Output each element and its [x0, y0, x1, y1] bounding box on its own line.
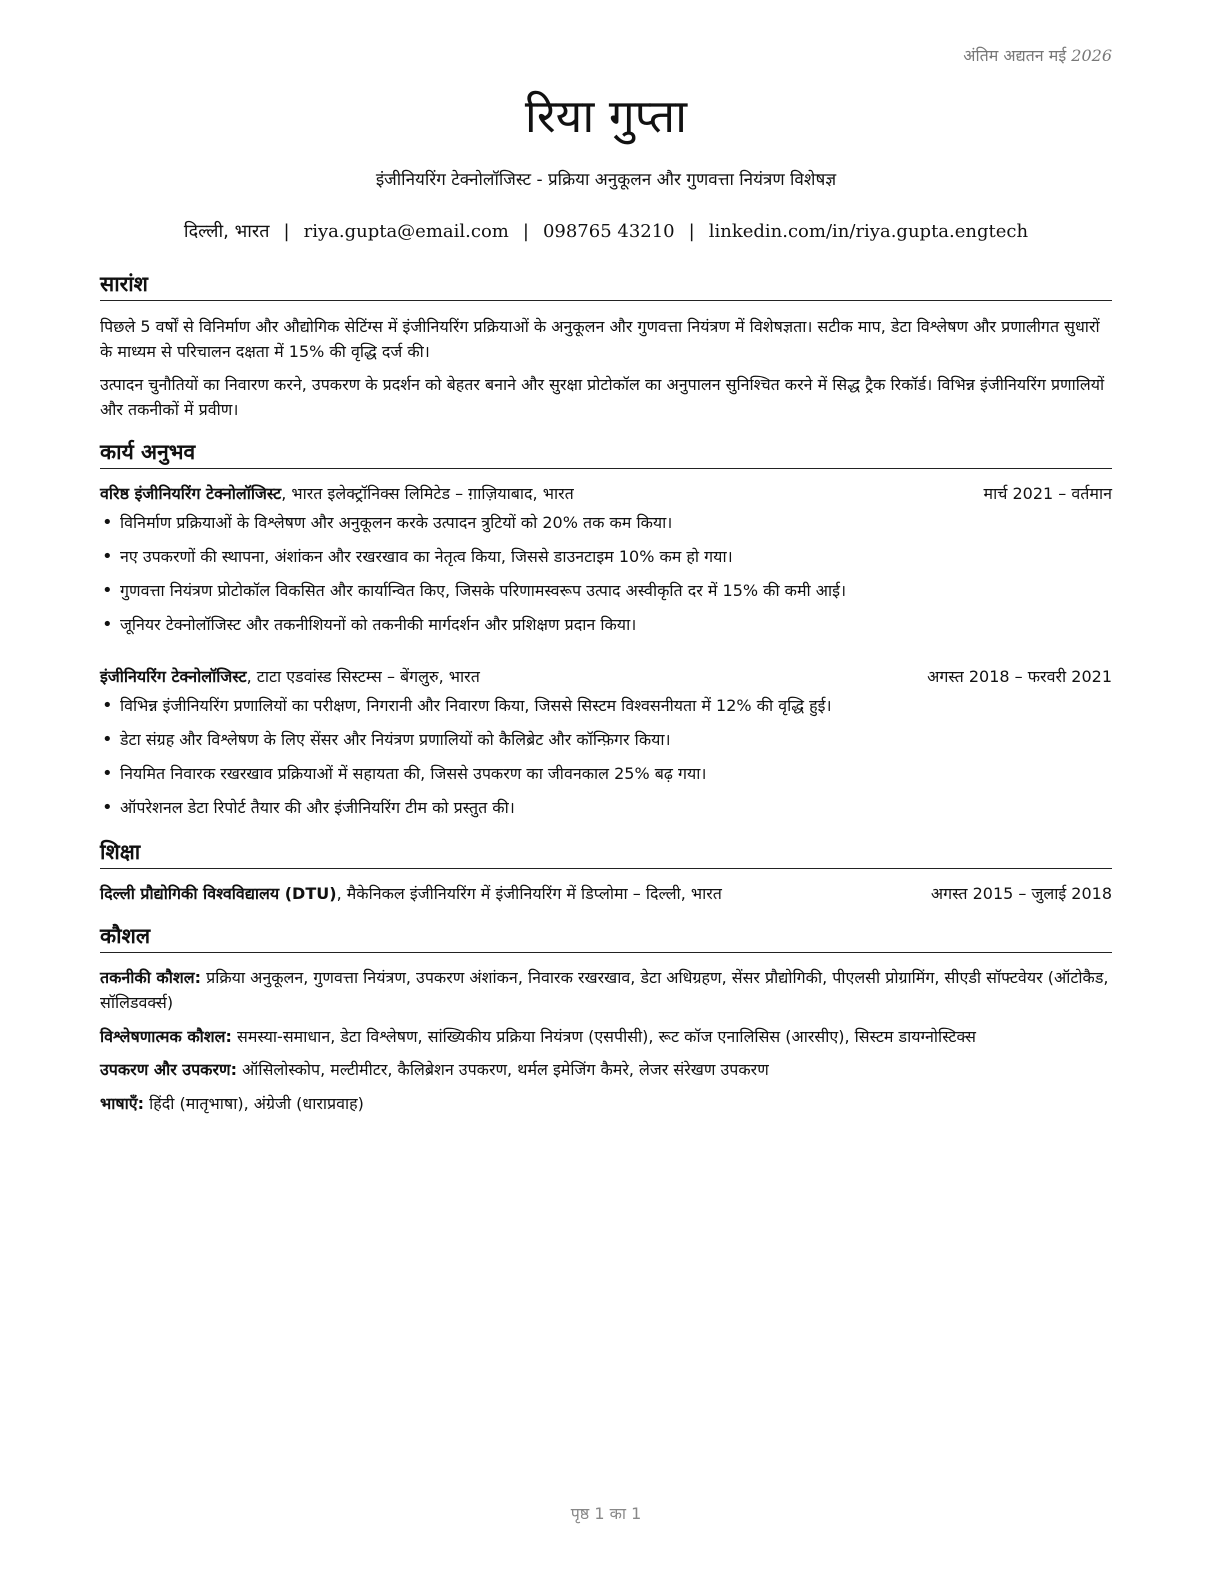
- page-number: पृष्ठ 1 का 1: [570, 1504, 642, 1523]
- skill-value: हिंदी (मातृभाषा), अंग्रेजी (धाराप्रवाह): [144, 1094, 364, 1113]
- job-bullets: [100, 510, 1112, 646]
- job-title: इंजीनियरिंग टेक्नोलॉजिस्ट: [100, 667, 247, 686]
- skill-label: उपकरण और उपकरण:: [100, 1060, 237, 1079]
- education-dates: अगस्त 2015 – जुलाई 2018: [930, 884, 1112, 903]
- skill-label: विश्लेषणात्मक कौशल:: [100, 1027, 232, 1046]
- bullet-item: • ऑपरेशनल डेटा रिपोर्ट तैयार की और इंजीनियरिंग टीम को प्रस्तुत की।: [100, 795, 1112, 829]
- skill-value: ऑसिलोस्कोप, मल्टीमीटर, कैलिब्रेशन उपकरण, थर्मल इमेजिंग कैमरे, लेजर संरेखण उपकरण: [236, 1060, 769, 1079]
- job-bullets: [100, 693, 1112, 829]
- job-dates: अगस्त 2018 – फरवरी 2021: [927, 667, 1112, 686]
- bullet-item: • डेटा संग्रह और विश्लेषण के लिए सेंसर और नियंत्रण प्रणालियों को कैलिब्रेट और कॉन्फ़िगर किया।: [100, 727, 1112, 761]
- summary-paragraph: पिछले 5 वर्षों से विनिर्माण और औद्योगिक सेटिंग्स में इंजीनियरिंग प्रक्रियाओं के अनुकूलन और गुणवत्ता नियंत्रण में विशेषज्ञता। सटीक माप, डेटा विश्लेषण और प्रणालीगत सुधारों के माध्यम से परिचालन दक्षता में 15% की वृद्धि दर्ज की।: [100, 317, 1100, 361]
- job-dates: मार्च 2021 – वर्तमान: [983, 484, 1112, 503]
- contact-email[interactable]: riya.gupta@email.com: [303, 221, 509, 242]
- contact-line: [100, 219, 1112, 243]
- professional-title: इंजीनियरिंग टेक्नोलॉजिस्ट - प्रक्रिया अनुकूलन और गुणवत्ता नियंत्रण विशेषज्ञ: [375, 170, 837, 190]
- candidate-name: रिया गुप्ता: [524, 89, 688, 143]
- job-organization: , भारत इलेक्ट्रॉनिक्स लिमिटेड – ग़ाज़ियाबाद, भारत: [281, 484, 574, 503]
- skill-line: [100, 1091, 1112, 1116]
- bullet-item: • गुणवत्ता नियंत्रण प्रोटोकॉल विकसित और कार्यान्वित किए, जिसके परिणामस्वरूप उत्पाद अस्वीकृति दर में 15% की कमी आई।: [100, 578, 1112, 612]
- contact-phone: 098765 43210: [542, 221, 675, 242]
- bullet-item: • नियमित निवारक रखरखाव प्रक्रियाओं में सहायता की, जिससे उपकरण का जीवनकाल 25% बढ़ गया।: [100, 761, 1112, 795]
- skill-line: [100, 1024, 1112, 1049]
- skill-label: भाषाएँ:: [100, 1094, 145, 1113]
- skill-line: [100, 965, 1112, 1015]
- section-heading-experience: कार्य अनुभव: [100, 438, 1112, 469]
- last-updated: [963, 44, 1112, 66]
- summary-paragraph: उत्पादन चुनौतियों का निवारण करने, उपकरण के प्रदर्शन को बेहतर बनाने और सुरक्षा प्रोटोकॉल का अनुपालन सुनिश्चित करने में सिद्ध ट्रैक रिकॉर्ड। विभिन्न इंजीनियरिंग प्रणालियों और तकनीकों में प्रवीण।: [100, 375, 1105, 419]
- last-updated-label: अंतिम अद्यतन मई: [963, 46, 1067, 65]
- section-heading-education: शिक्षा: [100, 838, 1112, 869]
- job-header: [100, 482, 1112, 508]
- skill-line: [100, 1057, 1112, 1082]
- contact-separator: |: [283, 221, 290, 242]
- last-updated-year: 2026: [1071, 46, 1112, 65]
- education-detail: , मैकेनिकल इंजीनियरिंग में इंजीनियरिंग में डिप्लोमा – दिल्ली, भारत: [336, 884, 722, 903]
- job-title: वरिष्ठ इंजीनियरिंग टेक्नोलॉजिस्ट: [100, 484, 282, 503]
- education-institution: दिल्ली प्रौद्योगिकी विश्वविद्यालय (DTU): [100, 884, 337, 903]
- section-heading-skills: कौशल: [100, 922, 1112, 953]
- job-header: [100, 665, 1112, 691]
- skill-value: समस्या-समाधान, डेटा विश्लेषण, सांख्यिकीय प्रक्रिया नियंत्रण (एसपीसी), रूट कॉज एनालिसिस (आरसीए), सिस्टम डायग्नोस्टिक्स: [231, 1027, 976, 1046]
- skill-value: प्रक्रिया अनुकूलन, गुणवत्ता नियंत्रण, उपकरण अंशांकन, निवारक रखरखाव, डेटा अधिग्रहण, सेंसर प्रौद्योगिकी, पीएलसी प्रोग्रामिंग, सीएडी सॉफ्टवेयर (ऑटोकैड, सॉलिडवर्क्स): [100, 968, 1109, 1012]
- skill-label: तकनीकी कौशल:: [100, 968, 201, 987]
- contact-location: दिल्ली, भारत: [183, 221, 270, 242]
- bullet-item: • विभिन्न इंजीनियरिंग प्रणालियों का परीक्षण, निगरानी और निवारण किया, जिससे सिस्टम विश्वसनीयता में 12% की वृद्धि हुई।: [100, 693, 1112, 727]
- resume-page: [100, 0, 1112, 1584]
- bullet-item: • जूनियर टेक्नोलॉजिस्ट और तकनीशियनों को तकनीकी मार्गदर्शन और प्रशिक्षण प्रदान किया।: [100, 612, 1112, 646]
- bullet-item: • नए उपकरणों की स्थापना, अंशांकन और रखरखाव का नेतृत्व किया, जिससे डाउनटाइम 10% कम हो गया।: [100, 544, 1112, 578]
- section-heading-summary: सारांश: [100, 270, 1112, 301]
- job-organization: , टाटा एडवांस्ड सिस्टम्स – बेंगलुरु, भारत: [246, 667, 480, 686]
- education-entry: [100, 882, 1112, 904]
- contact-separator: |: [522, 221, 529, 242]
- bullet-item: • विनिर्माण प्रक्रियाओं के विश्लेषण और अनुकूलन करके उत्पादन त्रुटियों को 20% तक कम किया।: [100, 510, 1112, 544]
- contact-separator: |: [688, 221, 695, 242]
- contact-linkedin[interactable]: linkedin.com/in/riya.gupta.engtech: [708, 221, 1029, 242]
